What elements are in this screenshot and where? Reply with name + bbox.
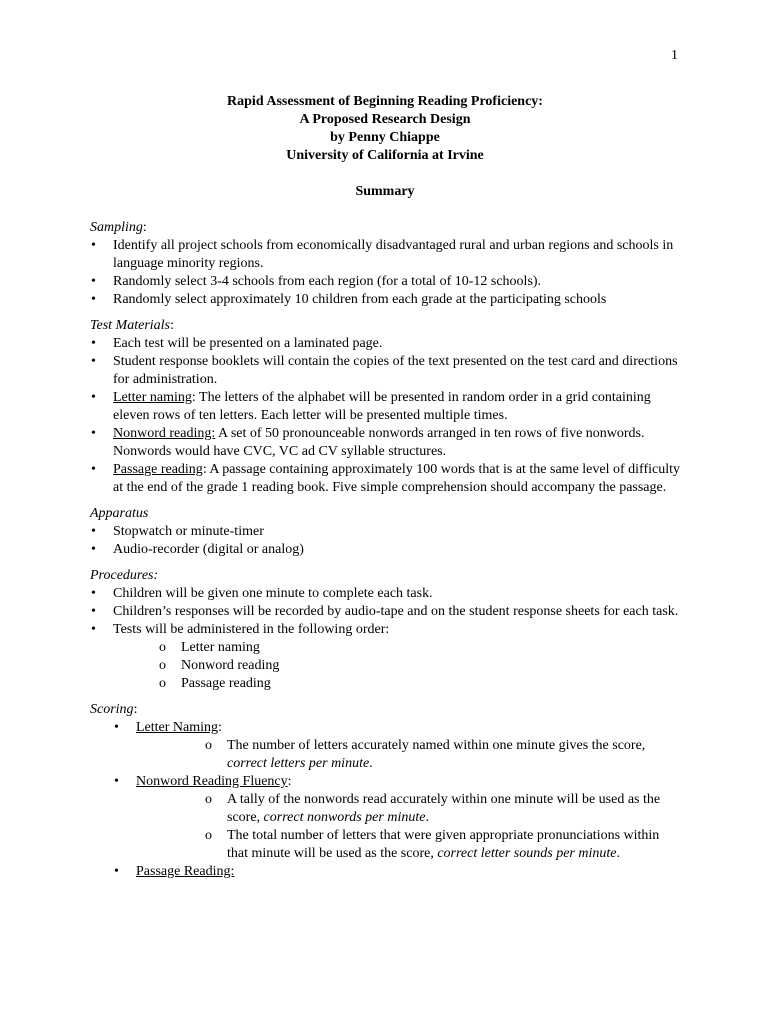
scoring-passage-label: Passage Reading: (136, 864, 235, 879)
list-item: o The total number of letters that were given appropriate pronunciations within that minute will be used as the score, correct letter sounds per minute. (181, 827, 680, 863)
nonword-reading-text: A set of 50 pronounceable nonwords arranged in ten rows of five nonwords. Nonwords would have CVC, VC ad CV syllable structures. (113, 426, 645, 459)
list-item: • Identify all project schools from economically disadvantaged rural and urban regions and schools in language minority regions. (90, 237, 680, 273)
list-item: • Audio-recorder (digital or analog) (90, 541, 680, 559)
test-materials-heading: Test Materials (90, 318, 170, 333)
test-materials-section: Test Materials: • Each test will be presented on a laminated page. • Student response booklets will contain the copies of the text presented on the test card and directions for administration. • Letter naming: The letters of the alphabet will be presented in random order in a grid containing eleven rows of ten letters. Each letter will be presented multiple times. • Nonword reading: A set of 50 pronounceable nonwords arranged in ten rows of five nonwords. Nonwords would have CVC, VC ad CV syllable structures. • Passage reading: A passage containing approximately 100 words that is at the same level of difficulty at the end of the grade 1 reading book. Five simple comprehension should accompany the passage. (90, 317, 680, 497)
list-item: • Children will be given one minute to complete each task. (90, 585, 680, 603)
list-item: • Student response booklets will contain the copies of the text presented on the test card and directions for administration. (90, 353, 680, 389)
document-body (90, 93, 680, 889)
list-item (90, 461, 680, 497)
apparatus-list (90, 523, 680, 559)
list-item: • Randomly select approximately 10 children from each grade at the participating schools (90, 291, 680, 309)
procedures-list (90, 585, 680, 693)
list-item: • Children’s responses will be recorded by audio-tape and on the student response sheets for each task. (90, 603, 680, 621)
list-item (90, 621, 680, 693)
list-item (90, 425, 680, 461)
scoring-section: Scoring: • Letter Naming: o The number of letters accurately named within one minute gives the score, correct letters per minute. • Nonword Reading Fluency: o A tally of the nonwords read accurately within one minute will be used as the score, correct nonwords per minute. o The total number of letters that were given appropriate pronunciations within that minute will be used as the score, correct letter sounds per minute. • Passage Reading: (90, 701, 680, 881)
scoring-letter-naming-label: Letter Naming (136, 720, 219, 735)
nonword-reading-label: Nonword reading: (113, 426, 216, 441)
procedures-heading: Procedures: (90, 568, 159, 583)
measure: correct letters per minute (227, 756, 370, 771)
title-block (90, 93, 680, 165)
list-item: • Each test will be presented on a laminated page. (90, 335, 680, 353)
list-item: • Letter Naming: o The number of letters accurately named within one minute gives the score, correct letters per minute. (90, 719, 680, 773)
list-item: o A tally of the nonwords read accurately within one minute will be used as the score, correct nonwords per minute. (181, 791, 680, 827)
test-materials-list (90, 335, 680, 497)
scoring-list (90, 719, 680, 881)
scoring-sublist (181, 791, 680, 863)
apparatus-heading: Apparatus (90, 506, 149, 521)
measure: correct letter sounds per minute (437, 846, 617, 861)
order-list (158, 639, 680, 693)
title-line-2: A Proposed Research Design (299, 112, 471, 127)
measure: correct nonwords per minute (263, 810, 426, 825)
list-item (90, 863, 680, 881)
procedures-section (90, 567, 680, 693)
scoring-sublist (181, 737, 680, 773)
passage-reading-label: Passage reading (113, 462, 203, 477)
title-line-1: Rapid Assessment of Beginning Reading Proficiency: (227, 94, 543, 109)
summary-heading: Summary (355, 184, 415, 199)
list-item: o The number of letters accurately named within one minute gives the score, correct letters per minute. (181, 737, 680, 773)
sampling-list (90, 237, 680, 309)
list-item: o Passage reading (158, 675, 680, 693)
order-intro: Tests will be administered in the following order: (113, 622, 390, 637)
list-item: o Letter naming (158, 639, 680, 657)
page-number: 1 (671, 48, 678, 63)
apparatus-section (90, 505, 680, 559)
affiliation: University of California at Irvine (286, 148, 484, 163)
letter-naming-text: : The letters of the alphabet will be presented in random order in a grid containing eleven rows of ten letters. Each letter will be presented multiple times. (113, 390, 651, 423)
sampling-heading: Sampling (90, 220, 143, 235)
list-item: o Nonword reading (158, 657, 680, 675)
letter-naming-label: Letter naming (113, 390, 192, 405)
passage-reading-text: : A passage containing approximately 100 words that is at the same level of difficulty at the end of the grade 1 reading book. Five simple comprehension should accompany the passage. (113, 462, 681, 495)
sampling-section: Sampling: • Identify all project schools from economically disadvantaged rural and urban regions and schools in language minority regions. • Randomly select 3-4 schools from each region (for a total of 10-12 schools). • Randomly select approximately 10 children from each grade at the participating schools (90, 219, 680, 309)
list-item: • Stopwatch or minute-timer (90, 523, 680, 541)
scoring-nonword-label: Nonword Reading Fluency (136, 774, 288, 789)
list-item (90, 389, 680, 425)
author: by Penny Chiappe (330, 130, 440, 145)
list-item: • Randomly select 3-4 schools from each region (for a total of 10-12 schools). (90, 273, 680, 291)
scoring-heading: Scoring (90, 702, 134, 717)
list-item: • Nonword Reading Fluency: o A tally of the nonwords read accurately within one minute will be used as the score, correct nonwords per minute. o The total number of letters that were given appropriate pronunciations within that minute will be used as the score, correct letter sounds per minute. (90, 773, 680, 863)
